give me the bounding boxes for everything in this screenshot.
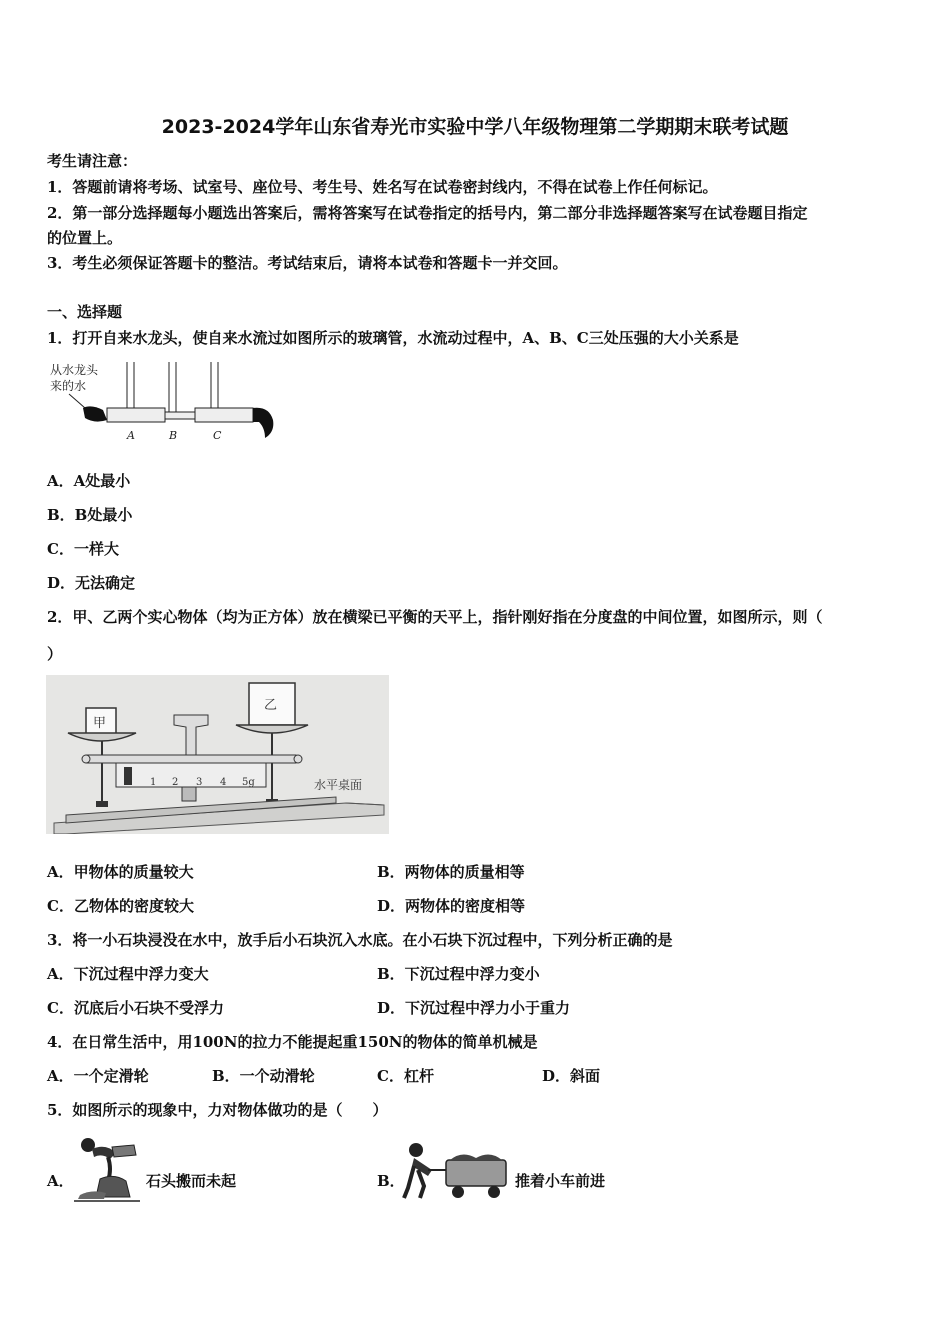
q1-label-a: A [127, 429, 135, 442]
q2-scale-3: 3 [196, 777, 203, 788]
q1-option-b[interactable]: B．B处最小 [47, 506, 133, 524]
notice-heading: 考生请注意： [47, 152, 138, 170]
person-lifting-stone-figure [72, 1135, 142, 1203]
q1-label-b: B [169, 429, 178, 442]
q2-option-d[interactable]: D．两物体的密度相等 [377, 897, 526, 915]
q1-option-d[interactable]: D．无法确定 [47, 574, 136, 592]
q3-option-c[interactable]: C．沉底后小石块不受浮力 [47, 999, 224, 1017]
notice-line: 的位置上。 [47, 229, 123, 247]
q2-label-right: 乙 [264, 698, 278, 713]
q4-option-a[interactable]: A．一个定滑轮 [47, 1067, 149, 1085]
q1-option-c[interactable]: C．一样大 [47, 540, 119, 558]
notice-line: 1．答题前请将考场、试室号、座位号、考生号、姓名写在试卷密封线内，不得在试卷上作任何标记。 [47, 178, 718, 196]
q2-scale-5g: 5g [242, 777, 255, 788]
page-title: 2023-2024学年山东省寿光市实验中学八年级物理第二学期期末联考试题 [161, 116, 789, 138]
q1-label-c: C [213, 429, 222, 442]
q5-option-a-letter[interactable]: A． [47, 1172, 74, 1190]
q2-scale-2: 2 [172, 777, 179, 788]
question-3-stem: 3．将一小石块浸没在水中，放手后小石块沉入水底。在小石块下沉过程中，下列分析正确的是 [47, 931, 673, 949]
question-4-stem: 4．在日常生活中，用100N的拉力不能提起重150N的物体的简单机械是 [47, 1033, 538, 1051]
section-heading: 一、选择题 [47, 303, 123, 321]
q3-option-a[interactable]: A．下沉过程中浮力变大 [47, 965, 209, 983]
q2-option-b[interactable]: B．两物体的质量相等 [377, 863, 525, 881]
q4-option-d[interactable]: D．斜面 [542, 1067, 601, 1085]
q2-balance-figure [46, 675, 389, 834]
q1-glass-tube-figure [47, 358, 277, 444]
q2-option-c[interactable]: C．乙物体的密度较大 [47, 897, 194, 915]
q5-option-b-letter[interactable]: B． [377, 1172, 405, 1190]
question-2-stem: 2．甲、乙两个实心物体（均为正方体）放在横梁已平衡的天平上，指针刚好指在分度盘的中间位置，如图所示，则（ [47, 608, 823, 626]
person-pushing-cart-figure [402, 1140, 512, 1202]
q2-scale-4: 4 [220, 777, 227, 788]
q4-option-b[interactable]: B．一个动滑轮 [212, 1067, 315, 1085]
q1-source-label-1: 从水龙头 [50, 363, 99, 377]
q3-option-b[interactable]: B．下沉过程中浮力变小 [377, 965, 540, 983]
q2-label-left: 甲 [93, 716, 107, 731]
q1-option-a[interactable]: A．A处最小 [47, 472, 131, 490]
q1-source-label-2: 来的水 [50, 379, 87, 393]
q4-option-c[interactable]: C．杠杆 [377, 1067, 434, 1085]
question-5-stem: 5．如图所示的现象中，力对物体做功的是（ ） [47, 1101, 388, 1119]
q5-option-a-text[interactable]: 石头搬而未起 [146, 1172, 237, 1190]
notice-line: 3．考生必须保证答题卡的整洁。考试结束后，请将本试卷和答题卡一并交回。 [47, 254, 568, 272]
q2-table-label: 水平桌面 [314, 778, 363, 792]
q2-option-a[interactable]: A．甲物体的质量较大 [47, 863, 194, 881]
notice-line: 2．第一部分选择题每小题选出答案后，需将答案写在试卷指定的括号内，第二部分非选择题答案写在试卷题目指定 [47, 204, 808, 222]
q5-option-b-text[interactable]: 推着小车前进 [515, 1172, 606, 1190]
question-2-stem-cont: ） [47, 645, 63, 663]
q3-option-d[interactable]: D．下沉过程中浮力小于重力 [377, 999, 571, 1017]
q2-scale-1: 1 [150, 777, 157, 788]
question-1-stem: 1．打开自来水龙头，使自来水流过如图所示的玻璃管，水流动过程中，A、B、C三处压强的大小关系是 [47, 329, 739, 347]
